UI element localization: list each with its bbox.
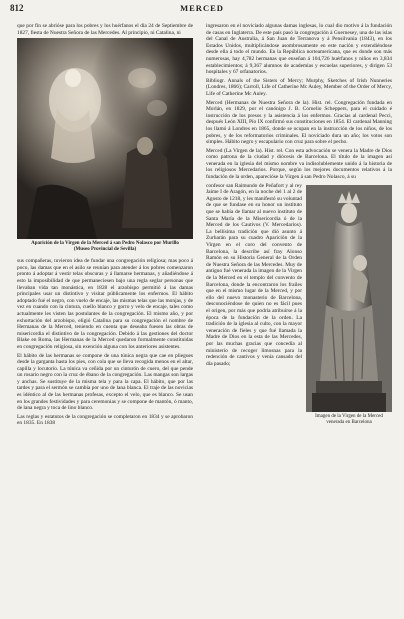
figure-caption-murillo: Aparición de la Virgen de la Merced á san Pedro Nolasco por Murillo (Museo Provincial de Sevilla)	[31, 241, 179, 253]
left-column	[17, 23, 193, 601]
left-paragraph-1: sus compañeras, tuvieron idea de fundar una congregación religiosa; mas poco á poco, las damas que en el asilo se reunían para atender á los pobres comenzaron pronto á adoptar á vestir telas obscuras y á llamarse hermanas, y añadiéndose á esto la imposibilidad de que permaneciesen bajo una regla seglar personas que llevaban vida tan monástica, en 1828 el arzobispo permitió á las damas principales usar un distintivo y visitar públicamente los enfermos. El hábito adoptado fué el negro, con vuelo de encaje, las mismas telas que las monjas, y de vez en cuando con la cintura, cuello blanco y gorro y velo de encaje, tales como actualmente les visten las postulantes de la congregación. El mismo año, y por exhortación del arzobispo, eligió Catalina para su congregación el nombre de Hermanas de la Merced, teniendo en cuenta que deseaba fuesen las obras de misericordia el distintivo de la congregación. Debido á las gestiones del doctor Blake en Roma, las Hermanas de la Merced quedaron formalmente constituidas en congregación religiosa, sin exención alguna con los anteriores asistentes.	[17, 258, 193, 350]
right-column	[206, 23, 392, 603]
figure-caption-statue: Imagen de la Virgen de la Merced venerada en Barcelona	[315, 413, 383, 425]
figure-murillo	[17, 38, 193, 253]
left-paragraph-3: Las reglas y estatutos de la congregación se completaron en 1834 y se aprobaron en 1835. En 1838	[17, 413, 193, 427]
running-head: MERCED	[180, 3, 224, 13]
right-bibliography: Bibliogr. Annals of the Sisters of Mercy; Murphy, Sketches of Irish Nunneries (Londres, 1866); Carroll, Life of Catherine Mc Auley, Member of the Order of Mercy, Life of Catherine Mc Auley.	[206, 77, 392, 97]
painting-image	[17, 38, 193, 239]
right-paragraph-2: Merced (Hermanas de Nuestra Señora de la). Hist. rel. Congregación fundada en Morlán, en 1829, por el canónigo J. B. Cornelio Scheppers, para el cuidado é instrucción de los presos y la asistencia á los enfermos. Gracias al cardenal Pecci, después León XIII, Pío IX confirmó sus constituciones en 1854. El cardenal Manning los llamó á Londres en 1865, donde se ocupan en la instrucción de los niños, de los pobres, y de los reformatorios criminales. El noviciado dura un año; los votos son simples. Hábito negro y escapulario con cruz para sobre el pecho.	[206, 99, 392, 146]
page-number: 812	[10, 3, 24, 13]
right-paragraph-1: ingresaron en el noviciado algunas damas inglesas, lo cual dio motivo á la fundación de casas en Inglaterra. De este país pasó la congregación á Guernesey, una de las islas del Canal de Australia, á San Juan de Terranova y á Pensilvania (1843), en los Estados Unidos, multiplicándose asombrosamente en este nación y extendiéndose desde ella á todo el mundo. En la República norteamericana, que es donde son más numerosas, hay 4,782 hermanas que enseñan á 104,726 huérfanos y niños en 3,834 establecimientos; á 9,367 alumnos de academias y escuelas superiores, y dirigen 53 hospitales y 67 orfanatorios.	[206, 23, 392, 76]
right-paragraph-3b: confesor san Raimundo de Peñafort y al rey Jaime I de Aragón, en la noche del 1 al 2 de Agosto de 1218, y les manifestó su voluntad de que se fundase en su honor un instituto que se había de llamar al nuevo instituto de Santa María de la Misericordia ó de la Merced de los Cautivos (V. Mercedarios). La bellísima tradición que dió asunto á Zurbarán para su cuadro Aparición de la Virgen en el coro del convento de Barcelona, la describe así fray Alonso Ramón en su Historia General de la Orden de Nuestra Señora de las Mercedes. Muy de antiguo fué venerada la imagen de la Virgen de la Merced en el templo del convento de Barcelona, donde la encontraron los frailes que en el mismo lugar de la Merced, y por ello del nuevo monasterio de Barcelona, desconociéndose de quien no es fácil pues el origen, por más que podría atribuirse á la época de la fundación de la orden. La tradición de la iglesia al culto, con la mayor veneración de fieles y que fué llamada la Madre de Dios en la esta de las Mercedes, por las muchas gracias que concedía al ministerio de recoger limosnas para la redención de cautivos y venía cansado del día pasado;	[206, 182, 302, 367]
left-top-paragraph: que por fin se abrióse para los pobres y los huérfanos el día 24 de Septiembre de 1827, fiesta de Nuestra Señora de las Mercedes. Al principio, ni Catalina, ni	[17, 23, 193, 36]
figure-virgin-statue	[306, 185, 392, 426]
statue-image	[306, 185, 392, 412]
left-paragraph-2: El hábito de las hermanas se compone de una túnica negra que cae en pliegues desde la garganta hasta los pies, con cola que se lleva recogida menos en el altar, capilla y locutorio. La túnica va ceñida por un cinturón de cuero, del que pende un rosario negro con la cruz de ébano de la congregación. Las mangas son largas y anchas. Se sustituye de la misma tela y para la capa. El hábito, que por las tardes y para el sermón se cambia por uno de lana blanca. El traje de las novicias es idéntico al de las hermanas profesas, excepto el velo, que es blanco. Se usan en los grandes festividades y para ceremonias y se compone de mantón, ó manto, de lana negra y toca de lino blanco.	[17, 352, 193, 412]
page-header	[10, 3, 394, 17]
right-paragraph-3a: Merced (La Virgen de la). Hist. rel. Con esta advocación se venera la Madre de Dios como patrona de la ciudad y diócesis de Barcelona. El título de la imagen así venerada en la iglesia del mismo nombre va indisolublemente unido á la historia de los religiosos Mercedarios. Porque, según los mejores documentos relativos á la fundación de la orden, aparecióse la Virgen á san Pedro Nolasco, á su	[206, 147, 392, 181]
